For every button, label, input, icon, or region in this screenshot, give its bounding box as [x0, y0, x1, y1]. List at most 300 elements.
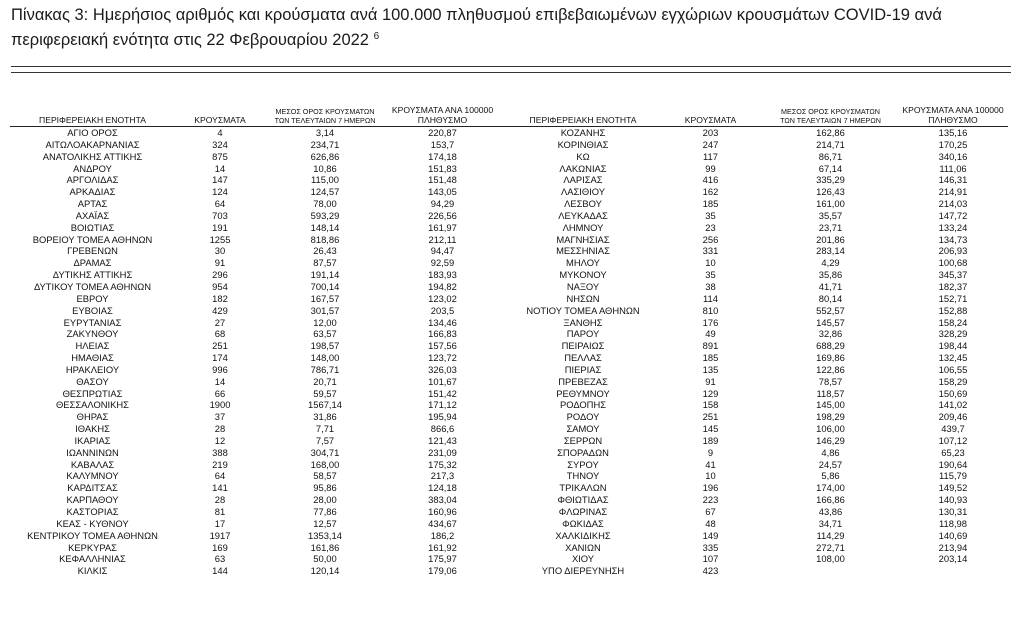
- cell-avg7-left: 59,57: [313, 387, 337, 399]
- cell-avg7-left: 818,86: [310, 233, 340, 245]
- cell-avg7-right: 80,14: [818, 292, 843, 304]
- cell-avg7-left: 3,14: [315, 127, 335, 138]
- cell-cases-right: 38: [705, 280, 716, 292]
- cell-per100k-right: 65,23: [941, 446, 965, 458]
- cell-per100k-left: 121,43: [428, 434, 457, 446]
- cell-cases-left: 4: [217, 127, 223, 138]
- cell-unit-name-right: ΣΠΟΡΑΔΩΝ: [557, 446, 609, 458]
- cell-unit-name-left: ΘΕΣΠΡΩΤΙΑΣ: [62, 387, 123, 399]
- cell-unit-name-left: ΘΑΣΟΥ: [76, 375, 109, 387]
- cell-per100k-left: 434,67: [428, 517, 457, 529]
- table-row: [10, 305, 1008, 317]
- cell-unit-name-right: ΝΗΣΩΝ: [566, 292, 600, 304]
- cell-cases-right: 9: [707, 446, 714, 458]
- cell-unit-name-right: ΠΑΡΟΥ: [566, 328, 600, 340]
- table-row: [10, 222, 1008, 234]
- cell-unit-name-left: ΚΑΡΠΑΘΟΥ: [66, 494, 119, 506]
- cell-per100k-left: 101,67: [428, 375, 457, 387]
- column-gap: [500, 174, 508, 186]
- cell-avg7-right: 145,00: [816, 399, 845, 411]
- cell-per100k-left: 171,12: [428, 399, 457, 411]
- cell-cases-left: 996: [212, 363, 228, 375]
- cell-unit-name-right: ΛΕΥΚΑΔΑΣ: [558, 209, 608, 221]
- header-per100k-right: ΚΡΟΥΣΜΑΤΑ ΑΝΑ 100000 ΠΛΗΘΥΣΜΟ: [898, 100, 1008, 127]
- cell-avg7-left: 1353,14: [308, 529, 342, 541]
- cell-unit-name-left: ΓΡΕΒΕΝΩΝ: [67, 245, 118, 257]
- cell-cases-left: 1900: [209, 399, 231, 411]
- cell-cases-left: 81: [214, 506, 226, 517]
- cell-cases-left: 191: [212, 221, 228, 233]
- cell-avg7-right: 78,57: [818, 375, 843, 387]
- cell-cases-right: 185: [702, 352, 719, 364]
- cell-avg7-left: 77,86: [313, 506, 337, 517]
- cell-per100k-left: 203,5: [430, 304, 455, 316]
- cell-cases-right: 416: [702, 174, 719, 186]
- cell-unit-name-left: ΑΡΓΟΛΙΔΑΣ: [66, 174, 119, 186]
- cell-unit-name-left: ΚΑΛΥΜΝΟΥ: [66, 470, 119, 482]
- cell-avg7-left: 115,00: [311, 174, 339, 186]
- cell-per100k-right: 133,24: [938, 221, 968, 233]
- cell-per100k-left: 151,83: [428, 162, 457, 174]
- cell-unit-name-right: ΜΑΓΝΗΣΙΑΣ: [556, 233, 610, 245]
- cell-avg7-left: 234,71: [310, 138, 340, 150]
- cell-avg7-right: 552,57: [816, 304, 845, 316]
- cell-cases-left: 63: [214, 553, 226, 565]
- column-gap: [500, 100, 508, 127]
- column-gap: [500, 317, 508, 329]
- cell-avg7-left: 626,86: [310, 150, 340, 162]
- cell-avg7-right: 145,57: [816, 316, 845, 328]
- cell-per100k-right: 328,29: [938, 328, 968, 340]
- cell-per100k-right: 141,02: [938, 399, 968, 411]
- cell-unit-name-left: ΚΕΑΣ - ΚΥΘΝΟΥ: [56, 517, 129, 529]
- cell-per100k-right: 130,31: [938, 506, 968, 517]
- column-gap: [500, 482, 508, 494]
- cell-unit-name-left: ΑΡΚΑΔΙΑΣ: [69, 186, 116, 198]
- header-unit-right: ΠΕΡΙΦΕΡΕΙΑΚΗ ΕΝΟΤΗΤΑ: [508, 100, 658, 127]
- cell-unit-name-right: ΛΑΣΙΘΙΟΥ: [560, 186, 606, 198]
- cell-cases-right: 145: [702, 423, 719, 435]
- column-gap: [500, 506, 508, 518]
- column-gap: [500, 328, 508, 340]
- table-row: [10, 281, 1008, 293]
- column-gap: [500, 376, 508, 388]
- cell-unit-name-right: ΝΑΞΟΥ: [566, 280, 600, 292]
- table-row: [10, 198, 1008, 210]
- cell-unit-name-right: ΣΑΜΟΥ: [566, 423, 600, 435]
- cell-avg7-left: 26,43: [313, 245, 337, 257]
- cell-avg7-right: 35,57: [818, 209, 843, 221]
- cell-per100k-right: [898, 565, 1008, 577]
- cell-cases-right: 10: [705, 470, 716, 482]
- cell-unit-name-right: ΧΑΛΚΙΔΙΚΗΣ: [555, 529, 611, 541]
- cell-per100k-right: 213,94: [938, 541, 968, 553]
- cell-per100k-right: 190,64: [938, 458, 968, 470]
- cell-unit-name-right: ΧΑΝΙΩΝ: [565, 541, 601, 553]
- cell-per100k-right: 146,31: [938, 174, 968, 186]
- cell-cases-left: 12: [214, 434, 226, 446]
- cell-per100k-right: 214,91: [938, 186, 968, 198]
- cell-unit-name-left: ΚΑΒΑΛΑΣ: [70, 458, 115, 470]
- cell-per100k-left: 143,05: [428, 186, 457, 198]
- column-gap: [500, 139, 508, 151]
- cell-avg7-left: 12,57: [313, 517, 337, 529]
- cell-cases-right: 331: [702, 245, 719, 257]
- column-gap: [500, 423, 508, 435]
- cell-unit-name-left: ΚΑΣΤΟΡΙΑΣ: [66, 506, 119, 517]
- cell-per100k-right: 345,37: [938, 269, 968, 281]
- table-row: [10, 388, 1008, 400]
- cell-avg7-left: 593,29: [310, 209, 340, 221]
- cell-avg7-left: 63,57: [313, 328, 337, 340]
- cell-avg7-left: 191,14: [310, 269, 340, 281]
- cell-cases-left: 251: [212, 340, 228, 352]
- footnote-marker: 6: [373, 31, 380, 42]
- cell-cases-right: 91: [705, 375, 716, 387]
- cell-avg7-left: 78,00: [313, 198, 337, 210]
- cell-avg7-right: [763, 565, 898, 577]
- cell-cases-right: 10: [705, 257, 716, 269]
- cell-cases-left: 182: [212, 292, 228, 304]
- cell-per100k-right: 158,24: [938, 316, 968, 328]
- cell-per100k-left: 866,6: [430, 423, 455, 435]
- cell-unit-name-right: ΤΗΝΟΥ: [566, 470, 600, 482]
- cell-unit-name-left: ΚΑΡΔΙΤΣΑΣ: [67, 482, 118, 494]
- table-row: [10, 470, 1008, 482]
- cell-avg7-right: 335,29: [816, 174, 845, 186]
- cell-avg7-right: 32,86: [818, 328, 843, 340]
- cell-avg7-left: 786,71: [310, 363, 340, 375]
- cell-avg7-left: 167,57: [310, 292, 340, 304]
- cell-avg7-right: 161,00: [816, 198, 845, 210]
- cell-unit-name-right: ΛΑΚΩΝΙΑΣ: [559, 162, 607, 174]
- table-row: [10, 435, 1008, 447]
- table-row: [10, 494, 1008, 506]
- table-row: [10, 328, 1008, 340]
- table-row: [10, 151, 1008, 163]
- cell-unit-name-right: ΡΕΘΥΜΝΟΥ: [556, 387, 610, 399]
- cell-cases-right: 162: [702, 186, 719, 198]
- cell-cases-right: 99: [705, 162, 716, 174]
- cell-cases-left: 144: [212, 565, 228, 577]
- cell-unit-name-left: ΑΝΑΤΟΛΙΚΗΣ ΑΤΤΙΚΗΣ: [42, 150, 143, 162]
- column-gap: [500, 352, 508, 364]
- cell-per100k-left: 123,72: [428, 352, 457, 364]
- cell-avg7-right: 43,86: [818, 506, 843, 517]
- caption-text: Πίνακας 3: Ημερήσιος αριθμός και κρούσματα ανά 100.000 πληθυσμού επιβεβαιωμένων εγχώριων κρουσμάτων COVID-19 ανά περιφερειακή ενότητα στις 22 Φεβρουαρίου 2022: [11, 6, 942, 49]
- cell-avg7-left: 124,57: [310, 186, 340, 198]
- cell-avg7-left: 31,86: [313, 411, 337, 423]
- cell-per100k-left: 183,93: [428, 269, 457, 281]
- table-row: [10, 530, 1008, 542]
- table-row: [10, 459, 1008, 471]
- cell-unit-name-left: ΙΚΑΡΙΑΣ: [74, 434, 111, 446]
- cell-per100k-left: 166,83: [428, 328, 457, 340]
- cell-cases-left: 66: [214, 387, 226, 399]
- cell-avg7-right: 146,29: [816, 434, 845, 446]
- cell-per100k-right: 118,98: [939, 517, 967, 529]
- cell-per100k-left: 175,97: [428, 553, 457, 565]
- header-rule: [11, 72, 1011, 73]
- cell-cases-right: 810: [702, 304, 719, 316]
- cell-cases-right: 23: [705, 221, 716, 233]
- cell-avg7-left: 10,86: [313, 162, 337, 174]
- table-row: [10, 352, 1008, 364]
- table-row: [10, 364, 1008, 376]
- cell-avg7-left: 95,86: [313, 482, 337, 494]
- cell-per100k-left: 134,46: [428, 316, 457, 328]
- cell-unit-name-right: ΝΟΤΙΟΥ ΤΟΜΕΑ ΑΘΗΝΩΝ: [526, 304, 640, 316]
- header-cases-right: ΚΡΟΥΣΜΑΤΑ: [658, 100, 763, 127]
- cell-per100k-left: 151,42: [428, 387, 457, 399]
- cell-unit-name-right: ΧΙΟΥ: [571, 553, 595, 565]
- cell-unit-name-left: ΗΜΑΘΙΑΣ: [71, 352, 114, 364]
- column-gap: [500, 127, 508, 139]
- regional-cases-table: [10, 100, 1008, 577]
- cell-per100k-right: 206,93: [938, 245, 968, 257]
- cell-unit-name-right: ΡΟΔΟΥ: [566, 411, 600, 423]
- column-gap: [500, 257, 508, 269]
- cell-cases-right: 49: [705, 328, 716, 340]
- table-row: [10, 518, 1008, 530]
- cell-cases-right: 129: [702, 387, 719, 399]
- cell-avg7-left: 58,57: [313, 470, 337, 482]
- cell-per100k-left: 94,47: [430, 245, 455, 257]
- cell-per100k-left: 151,48: [428, 174, 457, 186]
- table-row: [10, 269, 1008, 281]
- cell-avg7-right: 23,71: [818, 221, 843, 233]
- cell-unit-name-right: ΥΠΟ ΔΙΕΡΕΥΝΗΣΗ: [541, 565, 625, 577]
- cell-unit-name-right: ΛΗΜΝΟΥ: [562, 221, 604, 233]
- cell-avg7-left: 700,14: [310, 280, 340, 292]
- cell-avg7-left: 7,71: [315, 423, 335, 435]
- cell-cases-left: 124: [212, 186, 228, 198]
- cell-cases-right: 117: [703, 150, 718, 162]
- cell-per100k-right: 132,45: [938, 352, 968, 364]
- cell-cases-right: 67: [705, 506, 716, 517]
- cell-cases-left: 64: [214, 470, 226, 482]
- header-unit-left: ΠΕΡΙΦΕΡΕΙΑΚΗ ΕΝΟΤΗΤΑ: [10, 100, 175, 127]
- cell-unit-name-left: ΔΥΤΙΚΗΣ ΑΤΤΙΚΗΣ: [52, 269, 133, 281]
- column-gap: [500, 305, 508, 317]
- cell-unit-name-left: ΕΥΒΟΙΑΣ: [72, 304, 113, 316]
- cell-cases-left: 324: [212, 138, 228, 150]
- column-gap: [500, 281, 508, 293]
- cell-unit-name-left: ΚΕΦΑΛΛΗΝΙΑΣ: [59, 553, 126, 565]
- cell-unit-name-right: ΜΗΛΟΥ: [566, 257, 600, 269]
- cell-unit-name-left: ΚΕΡΚΥΡΑΣ: [68, 541, 117, 553]
- cell-per100k-left: 175,32: [428, 458, 457, 470]
- cell-avg7-left: 168,00: [310, 458, 340, 470]
- cell-unit-name-right: ΛΑΡΙΣΑΣ: [563, 174, 603, 186]
- cell-cases-left: 954: [212, 280, 228, 292]
- cell-unit-name-right: ΛΕΣΒΟΥ: [564, 198, 602, 210]
- cell-avg7-left: 7,57: [315, 434, 335, 446]
- cell-cases-right: 423: [702, 565, 719, 577]
- cell-avg7-right: 106,00: [816, 423, 845, 435]
- cell-per100k-right: 111,06: [939, 162, 967, 174]
- cell-unit-name-right: ΦΛΩΡΙΝΑΣ: [558, 506, 608, 517]
- cell-unit-name-left: ΗΡΑΚΛΕΙΟΥ: [65, 363, 120, 375]
- cell-unit-name-right: ΜΕΣΣΗΝΙΑΣ: [556, 245, 610, 257]
- cell-cases-left: 1917: [209, 529, 231, 541]
- cell-unit-name-left: ΘΕΣΣΑΛΟΝΙΚΗΣ: [56, 399, 129, 411]
- cell-cases-left: 68: [214, 328, 226, 340]
- cell-cases-left: 14: [214, 375, 226, 387]
- cell-per100k-right: 170,25: [938, 138, 968, 150]
- cell-unit-name-right: ΠΕΛΛΑΣ: [564, 352, 602, 364]
- cell-avg7-left: 12,00: [313, 316, 337, 328]
- table-row: [10, 565, 1008, 577]
- cell-unit-name-right: ΡΟΔΟΠΗΣ: [559, 399, 607, 411]
- cell-avg7-right: 118,57: [816, 387, 845, 399]
- cell-cases-right: 176: [702, 316, 719, 328]
- cell-per100k-right: 147,72: [938, 209, 968, 221]
- cell-unit-name-right: ΚΟΖΑΝΗΣ: [560, 127, 606, 138]
- cell-avg7-right: 4,86: [821, 446, 840, 458]
- cell-avg7-right: 201,86: [816, 233, 845, 245]
- cell-avg7-right: 24,57: [818, 458, 843, 470]
- column-gap: [500, 388, 508, 400]
- cell-cases-left: 875: [212, 150, 228, 162]
- cell-per100k-left: 124,18: [428, 482, 457, 494]
- cell-cases-right: 41: [705, 458, 716, 470]
- cell-cases-right: 185: [702, 198, 719, 210]
- cell-unit-name-right: ΞΑΝΘΗΣ: [563, 316, 603, 328]
- cell-per100k-right: 140,69: [938, 529, 968, 541]
- cell-unit-name-left: ΘΗΡΑΣ: [76, 411, 109, 423]
- cell-unit-name-left: ΙΘΑΚΗΣ: [75, 423, 110, 435]
- table-row: [10, 245, 1008, 257]
- cell-per100k-left: 153,7: [430, 138, 455, 150]
- cell-avg7-right: 166,86: [816, 494, 845, 506]
- cell-avg7-right: 114,29: [816, 529, 845, 541]
- table-row: [10, 293, 1008, 305]
- top-rule: [11, 66, 1011, 67]
- cell-unit-name-left: ΕΒΡΟΥ: [76, 292, 109, 304]
- cell-per100k-right: 149,52: [938, 482, 968, 494]
- column-gap: [500, 364, 508, 376]
- column-gap: [500, 151, 508, 163]
- cell-cases-right: 335: [702, 541, 719, 553]
- cell-cases-left: 174: [212, 352, 228, 364]
- column-gap: [500, 411, 508, 423]
- table-row: [10, 139, 1008, 151]
- cell-avg7-left: 301,57: [310, 304, 340, 316]
- cell-unit-name-left: ΑΓΙΟ ΟΡΟΣ: [67, 127, 118, 138]
- cell-unit-name-left: ΚΕΝΤΡΙΚΟΥ ΤΟΜΕΑ ΑΘΗΝΩΝ: [27, 529, 158, 541]
- cell-cases-left: 388: [212, 446, 228, 458]
- cell-per100k-right: 135,16: [938, 127, 968, 138]
- table-row: [10, 506, 1008, 518]
- table-row: [10, 210, 1008, 222]
- cell-per100k-left: 226,56: [428, 209, 457, 221]
- column-gap: [500, 163, 508, 175]
- table-row: [10, 174, 1008, 186]
- cell-avg7-left: 148,00: [310, 352, 340, 364]
- cell-per100k-left: 186,2: [430, 529, 455, 541]
- cell-unit-name-left: ΔΥΤΙΚΟΥ ΤΟΜΕΑ ΑΘΗΝΩΝ: [33, 280, 152, 292]
- cell-per100k-left: 92,59: [430, 257, 455, 269]
- table-row: [10, 127, 1008, 139]
- cell-cases-right: 35: [705, 209, 716, 221]
- cell-per100k-left: 161,97: [428, 221, 457, 233]
- cell-unit-name-right: ΚΟΡΙΝΘΙΑΣ: [557, 138, 609, 150]
- cell-unit-name-right: ΠΙΕΡΙΑΣ: [564, 363, 602, 375]
- cell-per100k-left: 194,82: [428, 280, 457, 292]
- cell-avg7-right: 198,29: [816, 411, 845, 423]
- cell-per100k-right: 209,46: [938, 411, 968, 423]
- cell-per100k-left: 174,18: [428, 150, 457, 162]
- cell-cases-right: 256: [702, 233, 719, 245]
- cell-avg7-right: 169,86: [816, 352, 845, 364]
- cell-per100k-left: 179,06: [428, 565, 457, 577]
- cell-per100k-left: 326,03: [428, 363, 457, 375]
- column-gap: [500, 518, 508, 530]
- table-row: [10, 186, 1008, 198]
- cell-per100k-left: 212,11: [428, 233, 457, 245]
- cell-per100k-left: 123,02: [428, 292, 457, 304]
- header-avg7-right: ΜΕΣΟΣ ΟΡΟΣ ΚΡΟΥΣΜΑΤΩΝ ΤΩΝ ΤΕΛΕΥΤΑΙΩΝ 7 ΗΜΕΡΩΝ: [763, 100, 898, 127]
- table-row: [10, 423, 1008, 435]
- cell-cases-right: 158: [702, 399, 719, 411]
- column-gap: [500, 186, 508, 198]
- cell-cases-right: 107: [702, 553, 719, 565]
- column-gap: [500, 553, 508, 565]
- cell-avg7-right: 688,29: [816, 340, 845, 352]
- cell-per100k-left: 195,94: [428, 411, 457, 423]
- cell-unit-name-right: ΤΡΙΚΑΛΩΝ: [559, 482, 607, 494]
- cell-avg7-right: 126,43: [816, 186, 845, 198]
- cell-avg7-right: 35,86: [818, 269, 843, 281]
- cell-avg7-left: 1567,14: [308, 399, 342, 411]
- cell-per100k-right: 107,12: [938, 434, 968, 446]
- table-body: [10, 127, 1008, 578]
- header-cases-left: ΚΡΟΥΣΜΑΤΑ: [175, 100, 265, 127]
- cell-cases-left: 27: [214, 316, 226, 328]
- header-avg7-left: ΜΕΣΟΣ ΟΡΟΣ ΚΡΟΥΣΜΑΤΩΝ ΤΩΝ ΤΕΛΕΥΤΑΙΩΝ 7 ΗΜΕΡΩΝ: [265, 100, 385, 127]
- cell-unit-name-right: ΣΕΡΡΩΝ: [563, 434, 603, 446]
- column-gap: [500, 447, 508, 459]
- cell-per100k-right: 115,79: [939, 470, 967, 482]
- cell-cases-right: 48: [705, 517, 716, 529]
- column-gap: [500, 470, 508, 482]
- table-row: [10, 542, 1008, 554]
- cell-unit-name-left: ΖΑΚΥΝΘΟΥ: [66, 328, 119, 340]
- cell-per100k-right: 340,16: [938, 150, 968, 162]
- cell-per100k-right: 106,55: [938, 363, 968, 375]
- table-row: [10, 257, 1008, 269]
- cell-avg7-left: 148,14: [310, 221, 340, 233]
- table-row: [10, 234, 1008, 246]
- cell-cases-right: 251: [702, 411, 719, 423]
- cell-avg7-right: 108,00: [816, 553, 845, 565]
- table-row: [10, 447, 1008, 459]
- column-gap: [500, 340, 508, 352]
- cell-avg7-right: 86,71: [818, 150, 843, 162]
- table-row: [10, 340, 1008, 352]
- cell-per100k-right: 203,14: [938, 553, 968, 565]
- cell-per100k-right: 439,7: [941, 423, 965, 435]
- cell-cases-right: 247: [702, 138, 719, 150]
- cell-per100k-right: 158,29: [938, 375, 968, 387]
- cell-unit-name-right: ΣΥΡΟΥ: [567, 458, 599, 470]
- cell-avg7-right: 67,14: [818, 162, 843, 174]
- table-row: [10, 553, 1008, 565]
- table-row: [10, 317, 1008, 329]
- cell-cases-left: 30: [214, 245, 226, 257]
- cell-cases-left: 141: [212, 482, 228, 494]
